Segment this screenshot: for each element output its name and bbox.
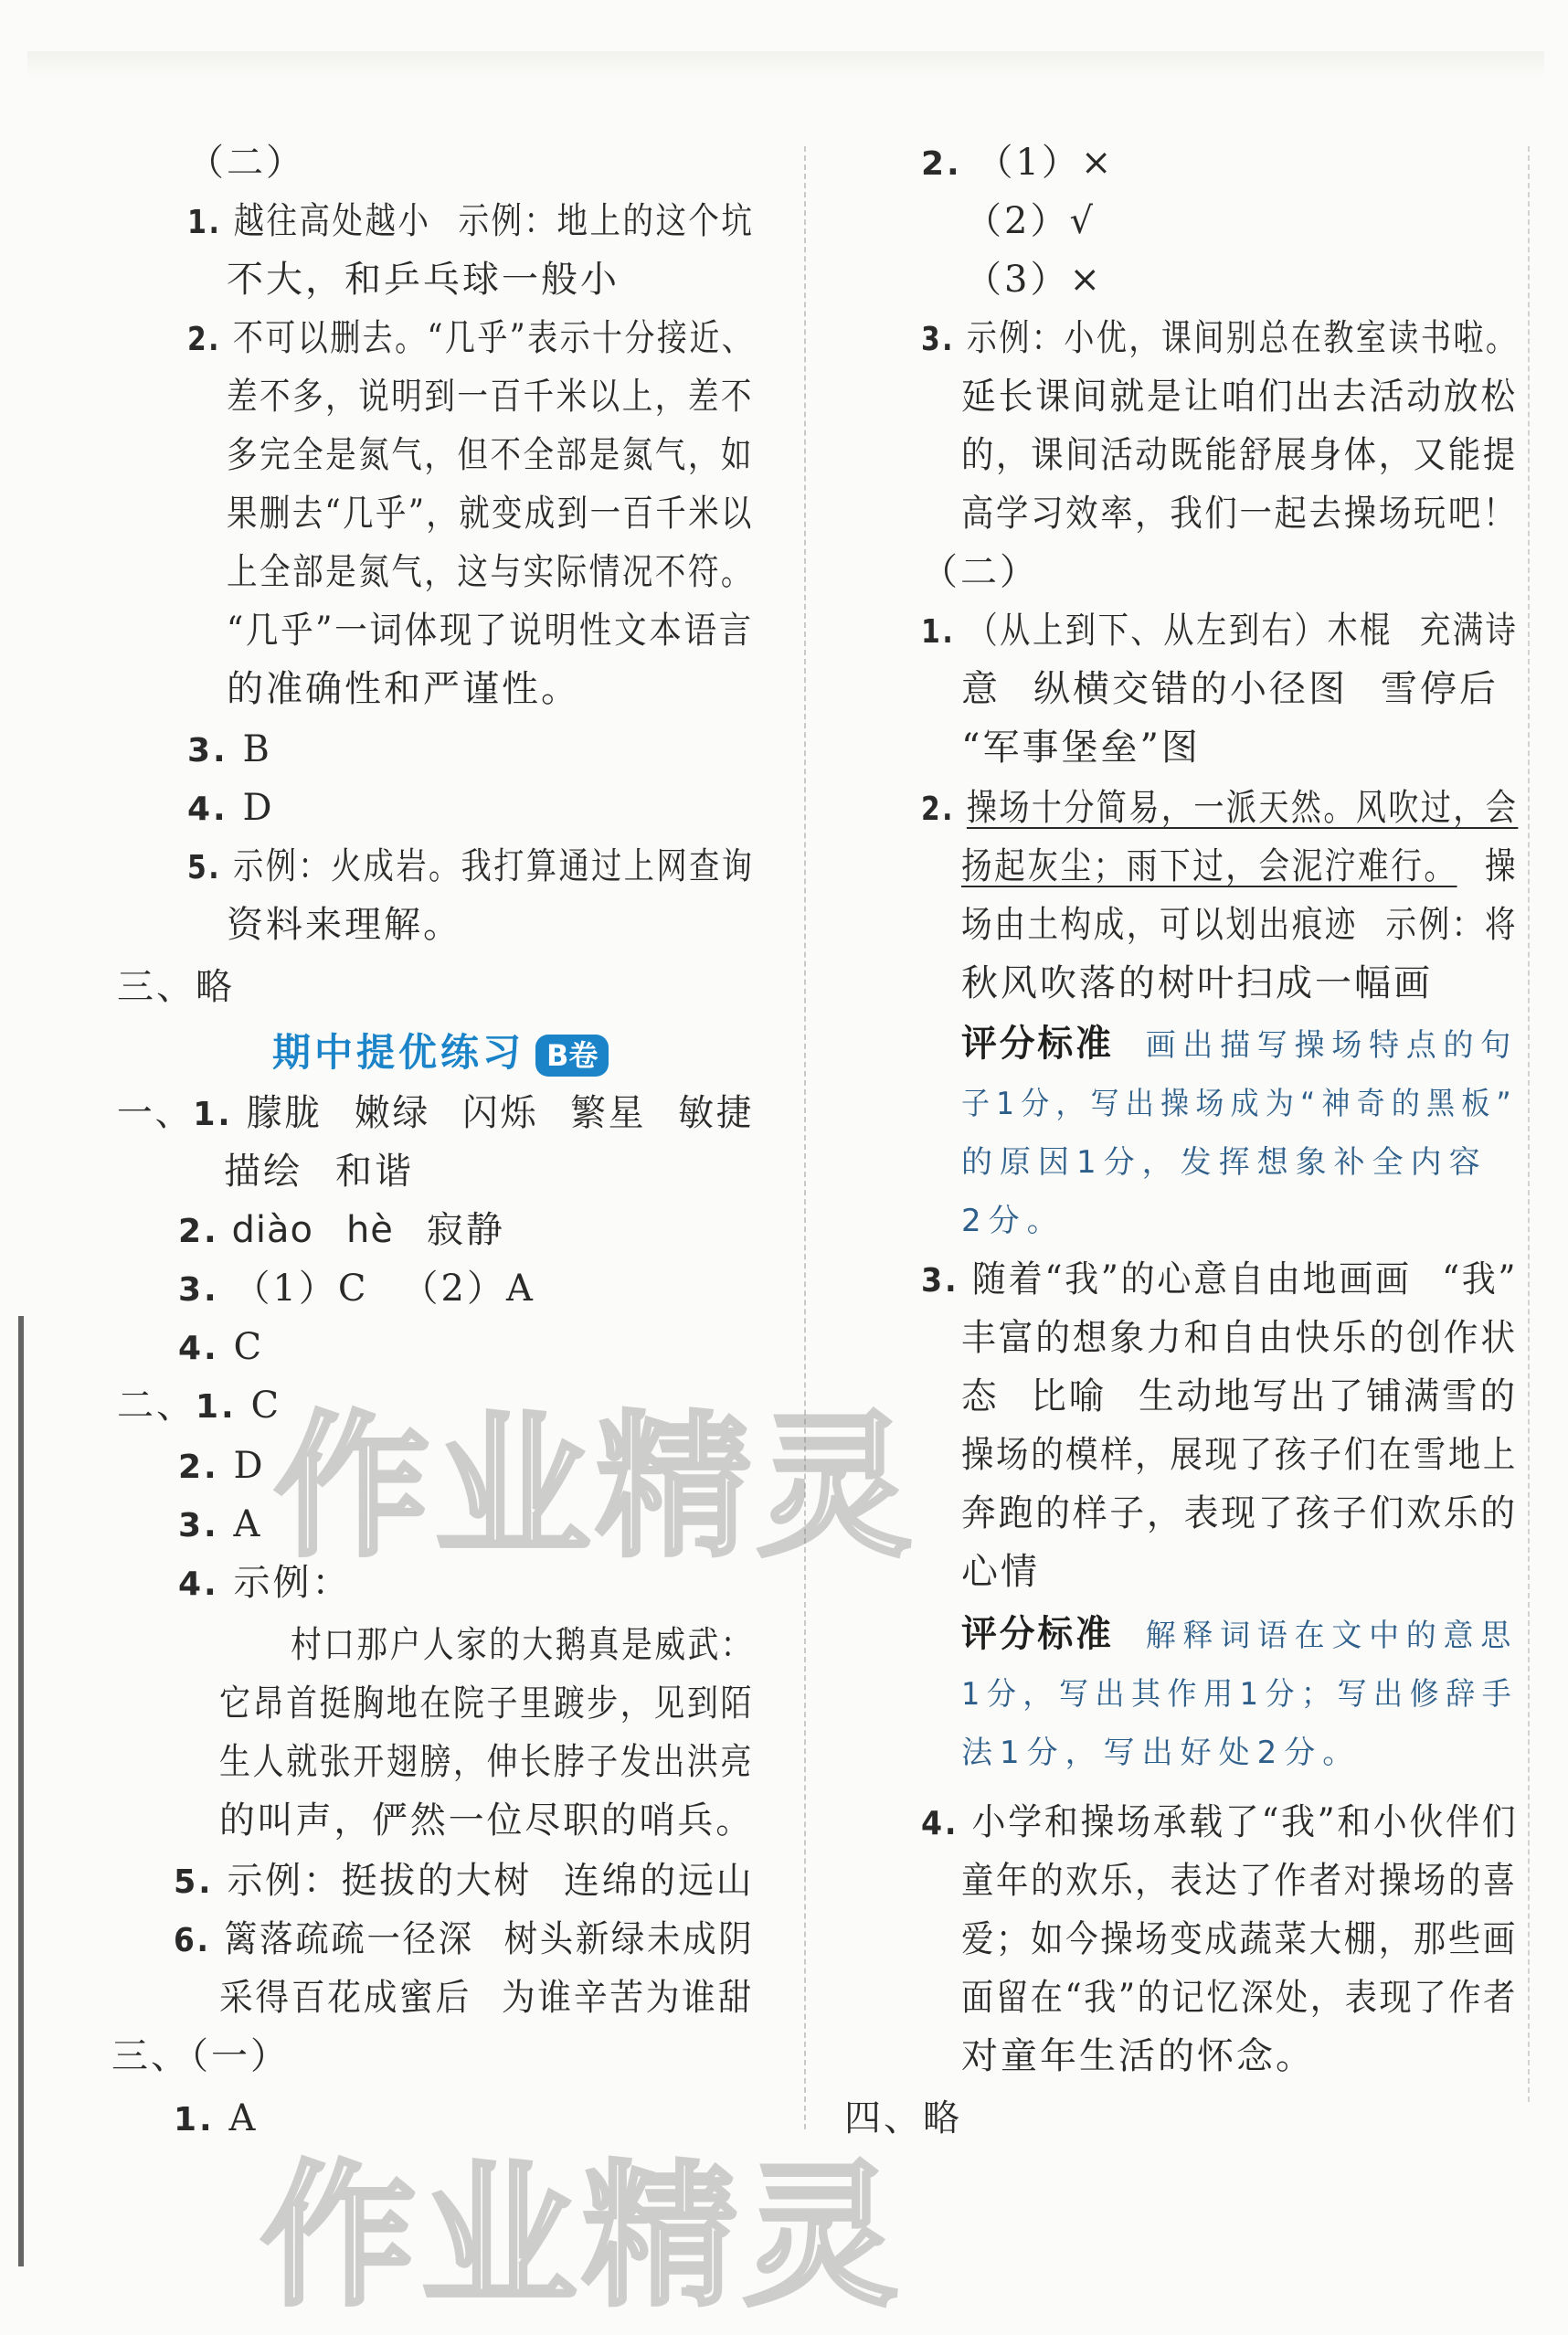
- section-title: [272, 1025, 609, 1080]
- answer-line: [961, 722, 1201, 773]
- answer-text: 示例：挺拔的大树: [213, 1860, 533, 1902]
- answer-text: 二、: [117, 1385, 196, 1427]
- answer-text: 面留在“我”的记忆深处，表现了作者: [961, 1977, 1518, 2019]
- answer-text: D: [218, 1445, 266, 1487]
- item-number: 3.: [178, 1271, 219, 1309]
- answer-line: [178, 1321, 264, 1373]
- answer-text: C: [236, 1385, 282, 1427]
- answer-text: 朦胧: [232, 1092, 323, 1134]
- answer-line: [219, 1736, 754, 1788]
- answer-text: （2）A: [401, 1268, 535, 1310]
- answer-text: （二）: [187, 142, 305, 184]
- answer-line: [227, 371, 754, 422]
- watermark: 作业精灵: [274, 1397, 918, 1578]
- answer-text: 童年的欢乐，表达了作者对操场的喜: [961, 1860, 1518, 1902]
- answer-line: [219, 1795, 754, 1846]
- item-number: 5.: [187, 849, 222, 886]
- answer-text: 场由土构成，可以划出痕迹: [961, 904, 1359, 946]
- answer-line: [961, 899, 1518, 950]
- answer-line: [961, 1725, 1361, 1777]
- item-number: 3.: [921, 321, 955, 358]
- b-paper-badge: B卷: [535, 1035, 609, 1077]
- answer-text: 示例：将: [1385, 904, 1518, 946]
- answer-line: [291, 1619, 754, 1671]
- answer-text: 态: [961, 1375, 1000, 1417]
- scan-top-shadow: [27, 51, 1544, 79]
- answer-line: [227, 430, 754, 481]
- answer-text: 和谐: [335, 1151, 414, 1193]
- answer-text: 树头新绿未成阴: [503, 1918, 755, 1960]
- answer-text: 上全部是氮气，这与实际情况不符。: [227, 551, 754, 593]
- answer-line: [921, 1797, 1518, 1848]
- item-number: 4.: [178, 1330, 219, 1367]
- answer-line: [187, 137, 305, 188]
- answer-line: [961, 1855, 1518, 1906]
- answer-line: [117, 961, 235, 1013]
- answer-text: 多完全是氮气，但不全部是氮气，如: [227, 434, 754, 476]
- answer-text: 资料来理解。: [227, 904, 462, 946]
- answer-line: [227, 254, 620, 305]
- answer-text: 生动地写出了铺满雪的: [1138, 1375, 1518, 1417]
- rubric-label: 评分标准: [961, 1613, 1114, 1655]
- answer-line: [187, 196, 754, 247]
- answer-text: 不大，和乒乓球一般小: [227, 259, 620, 301]
- answer-text: D: [228, 787, 275, 829]
- answer-text: 不可以删去。“几乎”表示十分接近、: [220, 317, 755, 359]
- answer-line: [227, 547, 754, 598]
- rubric-label: 评分标准: [961, 1023, 1114, 1065]
- answer-text: 村口那户人家的大鹅真是威武：: [291, 1624, 754, 1666]
- answer-line: [961, 488, 1518, 539]
- answer-line: [921, 313, 1518, 364]
- answer-line: [961, 1667, 1518, 1718]
- answer-text: 意: [961, 668, 1001, 710]
- answer-text: 丰富的想象力和自由快乐的创作状: [961, 1317, 1518, 1359]
- answer-line: [117, 1088, 754, 1139]
- answer-text: 随着“我”的心意自由地画画: [959, 1258, 1412, 1300]
- answer-text: B: [228, 728, 272, 770]
- answer-line: [111, 2031, 290, 2082]
- answer-line: [961, 1077, 1518, 1128]
- answer-line: [965, 196, 1096, 247]
- answer-line: [961, 1429, 1518, 1481]
- item-number: 1.: [193, 1096, 233, 1133]
- answer-line: [178, 1440, 266, 1491]
- answer-line: [219, 1678, 754, 1729]
- answer-text: 闪烁: [461, 1092, 539, 1134]
- answer-line: [961, 2031, 1315, 2082]
- answer-text: 小学和操场承载了“我”和小伙伴们: [959, 1801, 1519, 1843]
- answer-line: [961, 1608, 1518, 1660]
- answer-line: [187, 313, 754, 364]
- answer-line: [961, 1018, 1518, 1069]
- item-number: 2.: [921, 145, 962, 183]
- answer-text: 爱；如今操场变成蔬菜大棚，那些画: [961, 1918, 1518, 1960]
- answer-text: 一、: [117, 1092, 194, 1134]
- answer-line: [961, 371, 1518, 422]
- answer-text: 的准确性和严谨性。: [227, 668, 580, 710]
- answer-line: [187, 841, 754, 892]
- item-number: 6.: [174, 1922, 211, 1959]
- answer-line: [961, 1972, 1518, 2023]
- answer-text: 三、略: [117, 966, 235, 1008]
- answer-text: 为谁辛苦为谁甜: [502, 1977, 754, 2019]
- answer-text: 1分，写出其作用1分；写出修辞手: [961, 1676, 1519, 1713]
- answer-line: [117, 1380, 281, 1431]
- item-number: 2.: [187, 321, 221, 358]
- answer-text: 的叫声，俨然一位尽职的哨兵。: [219, 1799, 754, 1841]
- answer-line: [224, 1146, 414, 1197]
- answer-line: [961, 1546, 1040, 1597]
- answer-text: 操: [1484, 845, 1518, 887]
- answer-line: [961, 430, 1518, 481]
- item-number: 2.: [178, 1449, 219, 1486]
- answer-line: [961, 1135, 1488, 1186]
- answer-text: “我”: [1442, 1258, 1519, 1300]
- answer-line: [961, 1194, 1065, 1245]
- answer-text: “几乎”一词体现了说明性文本语言: [227, 610, 754, 652]
- answer-text: [955, 787, 967, 829]
- answer-text: 秋风吹落的树叶扫成一幅画: [961, 962, 1433, 1004]
- right-edge-guide: [1528, 146, 1530, 2102]
- answer-line: [921, 782, 1518, 833]
- answer-text: diào: [218, 1209, 313, 1251]
- item-number: 4.: [187, 791, 228, 828]
- answer-line: [178, 1263, 535, 1314]
- answer-line: [178, 1205, 505, 1256]
- answer-text: 的原因1分，发挥想象补全内容: [961, 1144, 1488, 1181]
- answer-text: 解释词语在文中的意思: [1145, 1618, 1518, 1654]
- item-number: 1.: [196, 1388, 237, 1426]
- answer-text: 果删去“几乎”，就变成到一百千米以: [227, 493, 754, 535]
- binding-edge: [18, 1316, 24, 2266]
- answer-text: 的，课间活动既能舒展身体，又能提: [961, 434, 1518, 476]
- answer-text: 2分。: [961, 1203, 1065, 1239]
- answer-line: [174, 1855, 754, 1906]
- answer-text: 描绘: [224, 1151, 302, 1193]
- answer-text: 操场的模样，展现了孩子们在雪地上: [961, 1434, 1518, 1476]
- item-number: 2.: [921, 791, 955, 828]
- answer-text: 延长课间就是让咱们出去活动放松: [961, 376, 1518, 418]
- item-number: 1.: [187, 204, 222, 241]
- item-number: 1.: [921, 613, 956, 651]
- item-number: 3.: [187, 732, 228, 769]
- answer-text: C: [218, 1326, 265, 1368]
- answer-text: 心情: [961, 1551, 1040, 1593]
- answer-text: 示例：小优，课间别总在教室读书啦。: [954, 317, 1519, 359]
- answer-line: [227, 663, 580, 715]
- answer-text: 纵横交错的小径图: [1033, 668, 1348, 710]
- column-divider: [804, 146, 806, 2129]
- answer-text: 越往高处越小: [221, 200, 431, 242]
- answer-text: 子1分，写出操场成为“神奇的黑板”: [961, 1086, 1518, 1122]
- answer-line: [178, 1499, 262, 1550]
- watermark: 作业精灵: [260, 2147, 905, 2328]
- answer-line: [187, 724, 272, 775]
- answer-text: 高学习效率，我们一起去操场玩吧！: [961, 493, 1518, 535]
- answer-text: 采得百花成蜜后: [219, 1977, 471, 2019]
- answer-text: 寂静: [426, 1209, 505, 1251]
- answer-line: [227, 899, 462, 950]
- answer-text: 嫩绿: [354, 1092, 431, 1134]
- answer-line: [174, 2093, 258, 2144]
- answer-line: [921, 1254, 1518, 1305]
- item-number: 2.: [178, 1213, 219, 1250]
- answer-text: 示例：火成岩。我打算通过上网查询: [221, 845, 755, 887]
- answer-text: 操场十分简易，一派天然。风吹过，会: [966, 787, 1519, 829]
- answer-line: [219, 1972, 754, 2023]
- answer-line: [227, 605, 754, 656]
- answer-line: [965, 254, 1103, 305]
- answer-text: （从上到下、从左到右）木棍: [955, 610, 1393, 652]
- answer-text: 差不多，说明到一百千米以上，差不: [227, 376, 754, 418]
- answer-text: 生人就张开翅膀，伸长脖子发出洪亮: [219, 1741, 754, 1783]
- answer-text: 篱落疏疏一径深: [210, 1918, 474, 1960]
- item-number: 4.: [178, 1566, 219, 1603]
- answer-text: 奔跑的样子，表现了孩子们欢乐的: [961, 1492, 1518, 1534]
- answer-text: 连绵的远山: [564, 1860, 755, 1902]
- answer-text: 敏捷: [678, 1092, 755, 1134]
- answer-line: [961, 663, 1499, 715]
- answer-line: [961, 1312, 1518, 1364]
- answer-text: 示例：地上的这个坑: [458, 200, 755, 242]
- answer-text: 三、（一）: [111, 2035, 290, 2077]
- answer-line: [227, 488, 754, 539]
- answer-text: hè: [345, 1209, 394, 1251]
- answer-text: 繁星: [570, 1092, 647, 1134]
- answer-text: （二）: [921, 551, 1039, 593]
- answer-text: （1）×: [961, 142, 1115, 184]
- answer-text: 雪停后: [1381, 668, 1499, 710]
- answer-text: 画出描写操场特点的句: [1145, 1027, 1518, 1064]
- answer-text: 它昂首挺胸地在院子里踱步，见到陌: [219, 1682, 754, 1725]
- answer-text: A: [214, 2097, 259, 2139]
- section-title-text: 期中提优练习: [272, 1030, 525, 1075]
- answer-line: [921, 605, 1518, 656]
- answer-text: 扬起灰尘；雨下过，会泥泞难行。: [961, 845, 1457, 887]
- answer-text: （1）C: [218, 1268, 369, 1310]
- answer-line: [961, 841, 1518, 892]
- answer-text: （3）×: [965, 259, 1103, 301]
- answer-text: 对童年生活的怀念。: [961, 2035, 1315, 2077]
- answer-line: [961, 1371, 1518, 1422]
- answer-text: 四、略: [844, 2097, 962, 2139]
- item-number: 4.: [921, 1805, 959, 1842]
- answer-line: [921, 547, 1039, 598]
- answer-text: （2）√: [965, 200, 1096, 242]
- answer-text: 法1分，写出好处2分。: [961, 1735, 1361, 1771]
- answer-line: [961, 1488, 1518, 1539]
- answer-line: [174, 1914, 754, 1965]
- answer-line: [961, 958, 1433, 1009]
- answer-text: “军事堡垒”图: [961, 727, 1201, 769]
- answer-line: [921, 137, 1114, 188]
- answer-line: [961, 1914, 1518, 1965]
- answer-text: 示例：: [218, 1562, 352, 1604]
- item-number: 5.: [174, 1863, 214, 1901]
- answer-line: [187, 782, 275, 833]
- answer-text: 充满诗: [1419, 610, 1519, 652]
- item-number: 1.: [174, 2101, 215, 2139]
- answer-text: 比喻: [1031, 1375, 1107, 1417]
- answer-text: A: [218, 1503, 263, 1545]
- item-number: 3.: [921, 1262, 959, 1300]
- item-number: 3.: [178, 1507, 219, 1544]
